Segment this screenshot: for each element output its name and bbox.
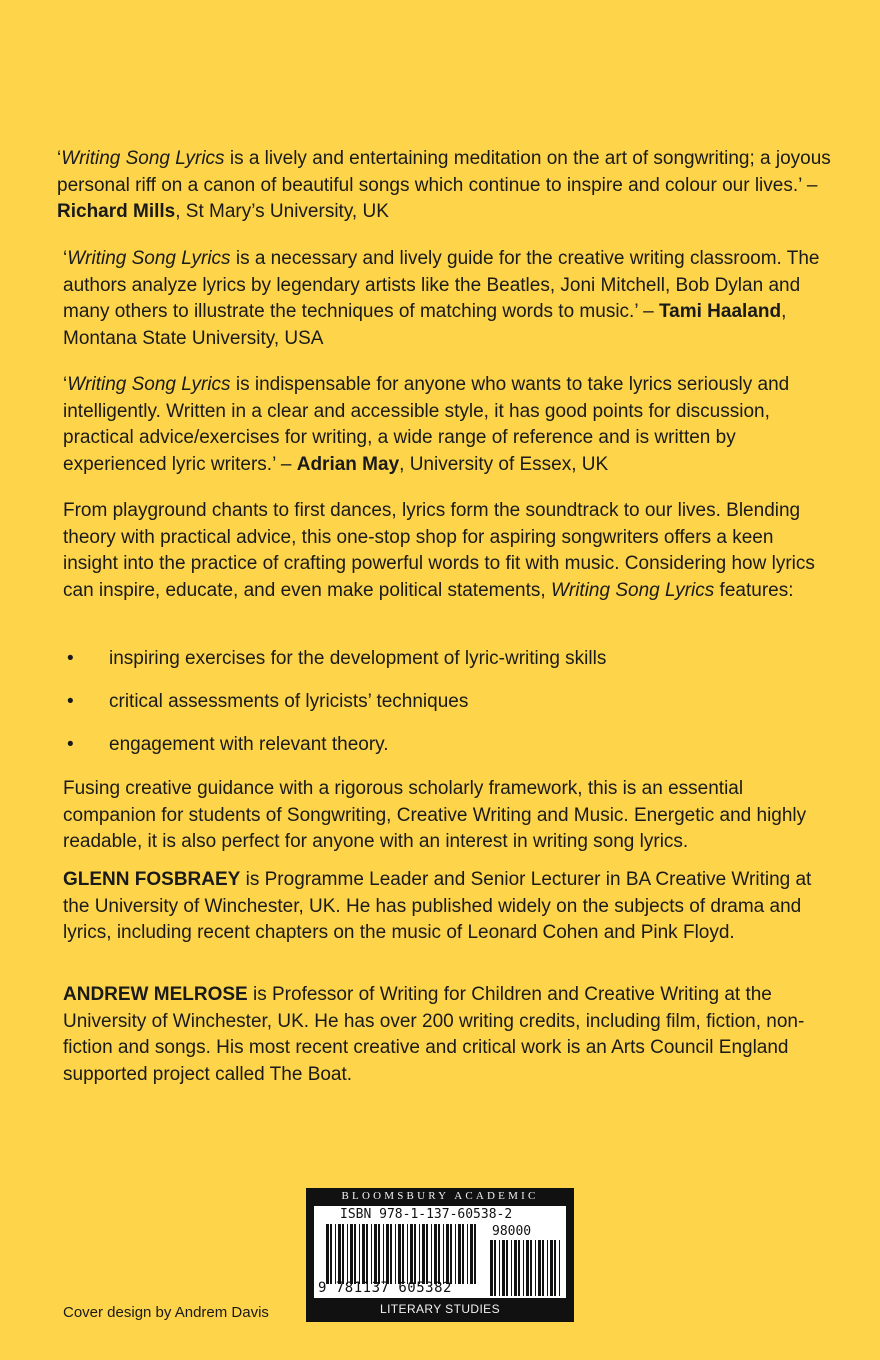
quote-text: is a necessary and lively guide for the creative writing classroom. The authors analyze lyrics by legendary artists like the Beatles, Joni Mitchell, Bob Dylan and many others to illustrate the techniques of matching words to music.’ – <box>63 248 820 322</box>
quote-affiliation: , Montana State University, USA <box>63 301 787 349</box>
author-name: GLENN FOSBRAEY <box>63 869 241 890</box>
list-item <box>63 646 823 689</box>
cover-design-credit: Cover design by Andrem Davis <box>63 1304 269 1321</box>
bullet-icon: • <box>67 691 74 712</box>
subject-category: LITERARY STUDIES <box>380 1302 500 1316</box>
book-title: Writing Song Lyrics <box>550 579 715 601</box>
feature-list <box>63 646 823 775</box>
description-intro: From playground chants to first dances, lyrics form the soundtrack to our lives. Blending theory with practical advice, this one-stop shop for aspiring songwriters offers a keen insight into the practice of crafting powerful words to fit with music. Considering how lyrics can inspire, educate, and even make political statements, <box>63 500 815 601</box>
isbn-number: ISBN 978-1-137-60538-2 <box>340 1207 513 1222</box>
bullet-icon: • <box>67 734 74 755</box>
list-item-text: engagement with relevant theory. <box>109 734 389 755</box>
book-title: Writing Song Lyrics <box>67 248 231 269</box>
barcode-icon <box>326 1224 476 1284</box>
bullet-icon: • <box>67 648 74 669</box>
author-bio-1 <box>63 867 823 947</box>
endorsement-quote-1: ‘Writing Song Lyrics is a lively and entertaining meditation on the art of songwriting; a joyous personal riff on a canon of beautiful songs which continue to inspire and colour our lives.’ – Richard Mills, St Mary’s University, UK <box>57 148 831 222</box>
endorsement-quote-3: ‘Writing Song Lyrics is indispensable for anyone who wants to take lyrics seriously and intelligently. Written in a clear and accessible style, it has good points for discussion, practical advice/exercises for writing, a wide range of reference and is written by experienced lyric writers.’ – Adrian May, University of Essex, UK <box>63 374 790 475</box>
author-name: ANDREW MELROSE <box>63 984 248 1005</box>
addon-barcode-icon <box>490 1240 560 1296</box>
author-bio-2 <box>63 982 823 1088</box>
author-bio-text: is Professor of Writing for Children and Creative Writing at the University of Winchester, UK. He has over 200 writing credits, including film, fiction, non-fiction and songs. His most recent creative and critical work is an Arts Council England supported project called The Boat. <box>63 984 805 1085</box>
quote-author: Tami Haaland <box>658 301 782 322</box>
list-item <box>63 689 823 732</box>
quote-affiliation: , University of Essex, UK <box>399 453 609 475</box>
barcode-panel <box>314 1206 566 1298</box>
endorsement-quote-2: ‘Writing Song Lyrics is a necessary and lively guide for the creative writing classroom. The authors analyze lyrics by legendary artists like the Beatles, Joni Mitchell, Bob Dylan and many others to illustrate the techniques of matching words to music.’ – Tami Haaland, Montana State University, USA <box>63 248 820 349</box>
publisher-imprint: BLOOMSBURY ACADEMIC <box>341 1190 539 1202</box>
quote-text: is a lively and entertaining meditation on the art of songwriting; a joyous personal riff on a canon of beautiful songs which continue to inspire and colour our lives.’ – <box>57 148 831 196</box>
author-bio-text: is Programme Leader and Senior Lecturer in BA Creative Writing at the University of Winchester, UK. He has published widely on the subjects of drama and lyrics, including recent chapters on the music of Leonard Cohen and Pink Floyd. <box>63 869 812 943</box>
features-suffix: features: <box>714 579 794 601</box>
list-item <box>63 732 823 775</box>
list-item-text: inspiring exercises for the development of lyric-writing skills <box>109 648 607 669</box>
isbn-barcode-box <box>306 1188 574 1322</box>
description-closing <box>63 776 823 856</box>
price-code: 98000 <box>492 1224 532 1239</box>
book-title: Writing Song Lyrics <box>61 148 225 169</box>
quote-text: is indispensable for anyone who wants to take lyrics seriously and intelligently. Written in a clear and accessible style, it has good points for discussion, practical advice/exercises for writing, a wide range of reference and is written by experienced lyric writers.’ – <box>63 374 790 475</box>
ean-digits: 9 781137 605382 <box>318 1280 452 1296</box>
quote-author: Adrian May <box>296 453 400 475</box>
quote-affiliation: , St Mary’s University, UK <box>175 201 389 222</box>
book-description <box>63 498 823 604</box>
closing-text: Fusing creative guidance with a rigorous scholarly framework, this is an essential companion for students of Songwriting, Creative Writing and Music. Energetic and highly readable, it is also perfect for anyone with an interest in writing song lyrics. <box>63 778 807 852</box>
book-title: Writing Song Lyrics <box>67 374 231 395</box>
quote-author: Richard Mills <box>57 201 176 222</box>
list-item-text: critical assessments of lyricists’ techniques <box>109 691 469 712</box>
